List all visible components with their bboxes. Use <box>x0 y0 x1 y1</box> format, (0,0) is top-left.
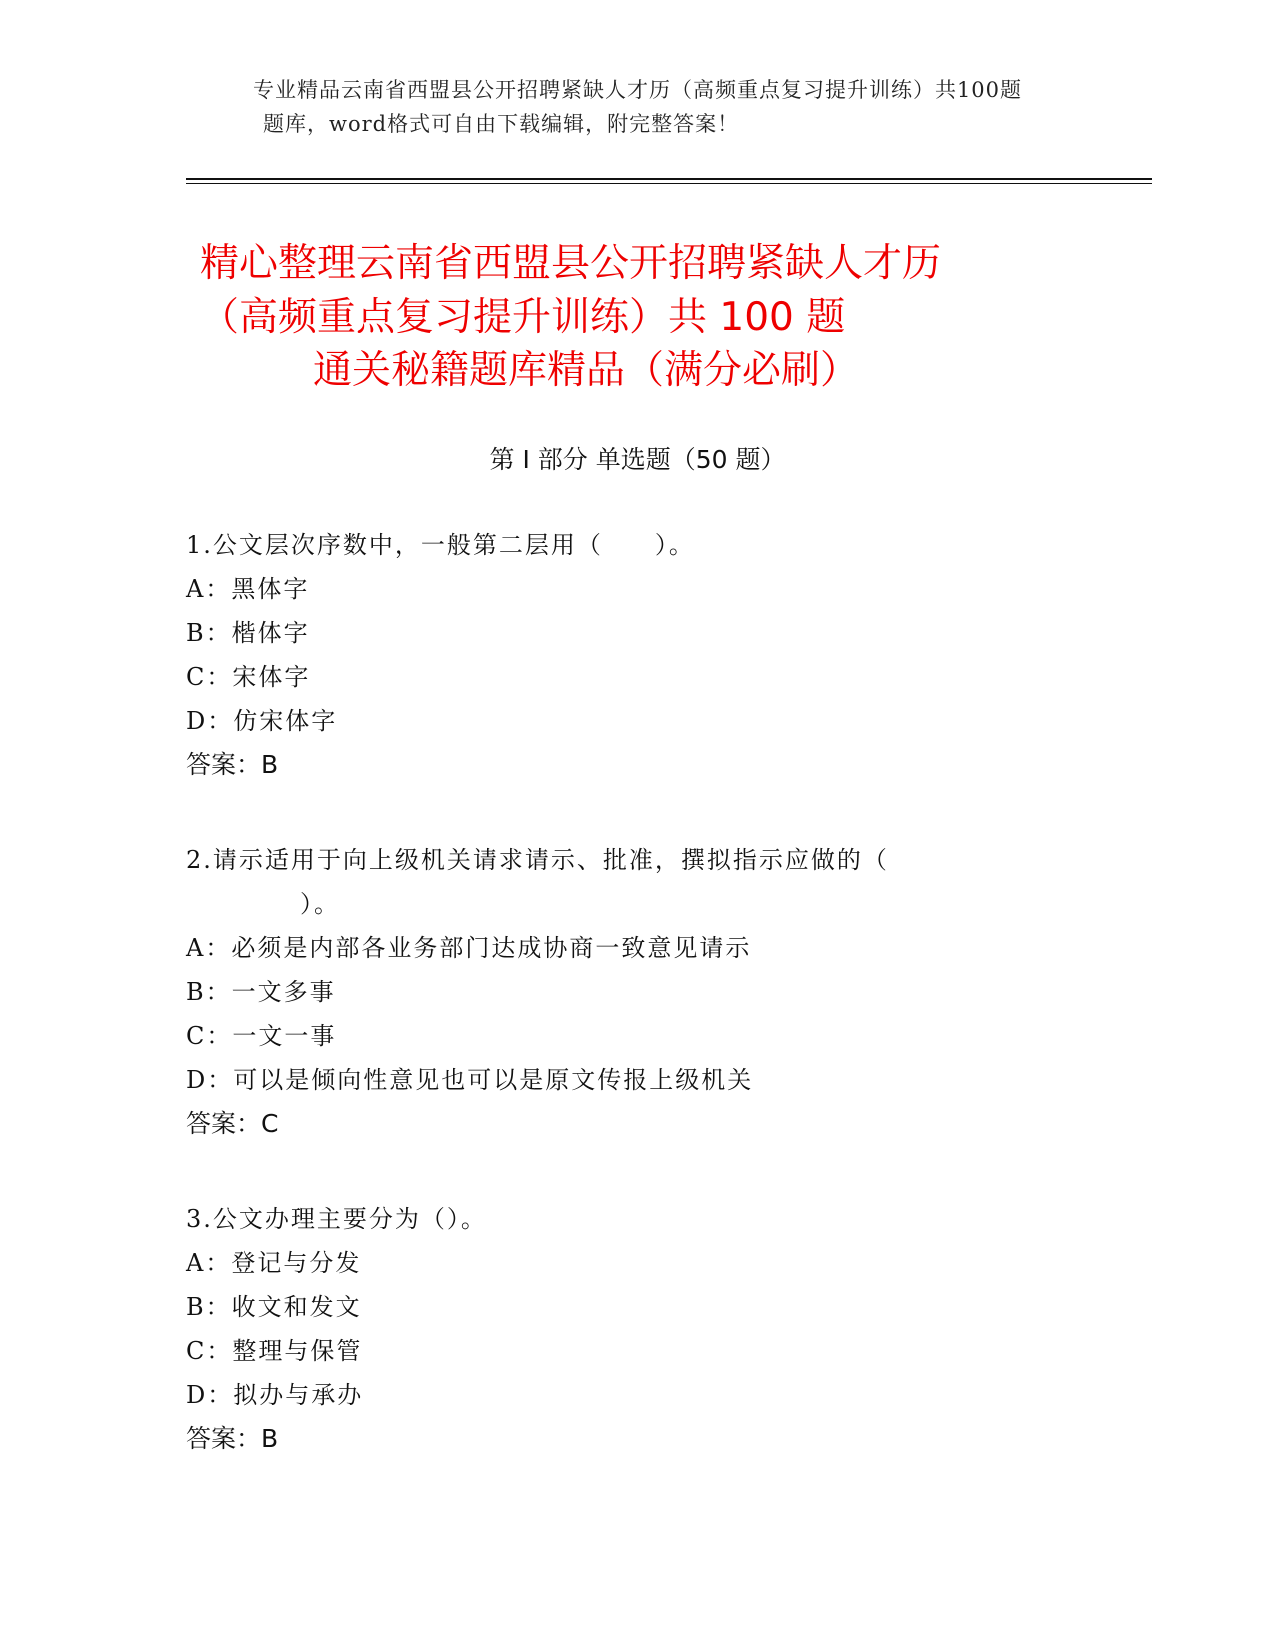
question-1-option-d: D：仿宋体字 <box>186 707 338 735</box>
section-heading: 第 I 部分 单选题（50 题） <box>489 445 786 474</box>
question-2-option-b: B：一文多事 <box>186 978 336 1006</box>
question-1-option-a: A：黑体字 <box>186 575 310 603</box>
document-header-line-2: 题库，word格式可自由下载编辑，附完整答案！ <box>263 112 740 136</box>
question-3-answer: 答案：B <box>186 1424 279 1453</box>
question-3-option-a: A：登记与分发 <box>186 1249 362 1277</box>
question-2-stem: 2.请示适用于向上级机关请求请示、批准，撰拟指示应做的（ <box>186 846 889 874</box>
question-1-option-b: B：楷体字 <box>186 619 310 647</box>
question-1-option-c: C：宋体字 <box>186 663 311 691</box>
question-3-option-c: C：整理与保管 <box>186 1337 363 1365</box>
page-title-line-2: （高频重点复习提升训练）共 100 题 <box>200 295 846 340</box>
question-2-option-a: A：必须是内部各业务部门达成协商一致意见请示 <box>186 934 752 962</box>
document-header-line-1: 专业精品云南省西盟县公开招聘紧缺人才历（高频重点复习提升训练）共100题 <box>252 78 1023 102</box>
question-2-stem-continued: ）。 <box>300 890 340 918</box>
header-divider-thin <box>186 183 1152 184</box>
page-title-line-1: 精心整理云南省西盟县公开招聘紧缺人才历 <box>200 241 942 286</box>
question-3-stem: 3.公文办理主要分为（）。 <box>186 1205 487 1233</box>
question-2-option-d: D：可以是倾向性意见也可以是原文传报上级机关 <box>186 1066 754 1094</box>
header-divider-thick <box>186 178 1152 180</box>
question-3-option-d: D：拟办与承办 <box>186 1381 364 1409</box>
question-2-answer: 答案：C <box>186 1109 279 1138</box>
question-3-option-b: B：收文和发文 <box>186 1293 362 1321</box>
question-1-stem: 1.公文层次序数中，一般第二层用（ ）。 <box>186 531 695 559</box>
page-title-line-3: 通关秘籍题库精品（满分必刷） <box>313 348 860 393</box>
question-2-option-c: C：一文一事 <box>186 1022 337 1050</box>
question-1-answer: 答案：B <box>186 750 279 779</box>
